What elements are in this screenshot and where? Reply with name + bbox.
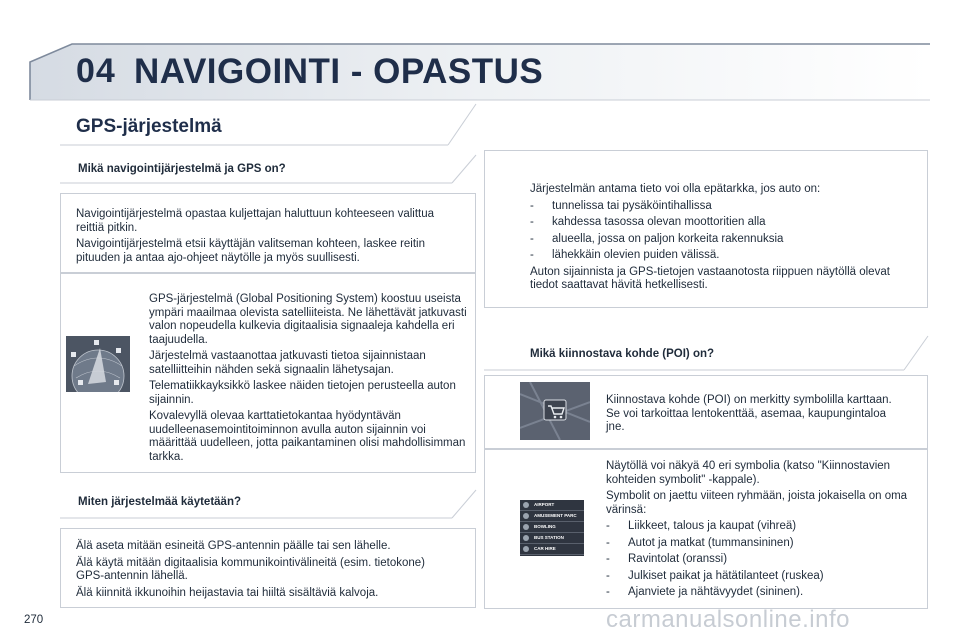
page-number: 270 xyxy=(24,614,44,626)
poi-list-entry xyxy=(520,522,584,533)
poi-symbol-icon xyxy=(523,502,529,508)
symbols-text xyxy=(606,460,916,603)
poi-list-label: BOWLING xyxy=(534,524,556,529)
poi-text: Kiinnostava kohde (POI) on merkitty symbolilla karttaan. Se voi tarkoittaa lentokenttää, asemaa, kaupungintaloa jne. xyxy=(606,394,892,433)
accuracy-text xyxy=(530,183,910,296)
poi-list-image xyxy=(520,500,584,556)
accuracy-item: - lähekkäin olevien puiden välissä. xyxy=(530,249,910,263)
gps-paragraph: Järjestelmä vastaanottaa jatkuvasti tietoa sijainnistaan satelliitteihin nähden sekä signaalin lähetysajan. xyxy=(149,350,426,376)
gps-paragraph: GPS-järjestelmä (Global Positioning System) koostuu useista ympäri maailmaa olevista satelliiteista. Ne lähettävät jatkuvasti valon nopeudella kulkevia digitaalisia signaaleja kahdella eri taajuudella. xyxy=(149,293,467,346)
symbol-group-item: - Autot ja matkat (tummansininen) xyxy=(606,537,916,551)
symbol-group-item: - Liikkeet, talous ja kaupat (vihreä) xyxy=(606,520,916,534)
question-what-is-poi: Mikä kiinnostava kohde (POI) on? xyxy=(530,348,715,360)
usage-paragraph: Älä aseta mitään esineitä GPS-antennin päälle tai sen lähelle. xyxy=(76,540,391,552)
usage-paragraph: Älä kiinnitä ikkunoihin heijastavia tai hiiltä sisältäviä kalvoja. xyxy=(76,586,379,599)
symbol-group-item: - Julkiset paikat ja hätätilanteet (ruskea) xyxy=(606,570,916,584)
intro-text xyxy=(76,208,456,268)
accuracy-intro: Järjestelmän antama tieto voi olla epätarkka, jos auto on: xyxy=(530,183,821,195)
intro-paragraph: Navigointijärjestelmä etsii käyttäjän valitseman kohteen, laskee reitin pituuden ja antaa ajo-ohjeet näytölle ja myös suullisesti. xyxy=(76,238,426,264)
intro-paragraph: Navigointijärjestelmä opastaa kuljettajan haluttuun kohteeseen valittua reittiä pitkin. xyxy=(76,208,435,234)
poi-list-label: BUS STATION xyxy=(534,535,564,540)
poi-symbol-icon xyxy=(523,546,529,552)
usage-paragraph: Älä käytä mitään digitaalisia kommunikointivälineitä (esim. tietokone) GPS-antennin lähellä. xyxy=(76,556,425,582)
section-title: GPS-järjestelmä xyxy=(76,116,222,137)
gps-text xyxy=(149,293,467,467)
poi-list-entry xyxy=(520,544,584,555)
gps-paragraph: Kovalevyllä olevaa karttatietokantaa hyödyntävän uudelleenasemointitoiminnon avulla auton sijainnin voi määrittää uudelleen, jotta paikantaminen olisi mahdollisimman tarkka. xyxy=(149,410,466,463)
usage-text xyxy=(76,540,456,603)
accuracy-item: - kahdessa tasossa olevan moottoritien alla xyxy=(530,216,910,230)
accuracy-outro: Auton sijainnista ja GPS-tietojen vastaanotosta riippuen näytöllä olevat tiedot saattavat hävitä hetkellisesti. xyxy=(530,265,890,291)
symbols-paragraph: Symbolit on jaettu viiteen ryhmään, joista jokaisella on oma värinsä: xyxy=(606,490,908,516)
gps-paragraph: Telematiikkayksikkö laskee näiden tietojen perusteella auton sijainnin. xyxy=(149,380,456,406)
question-what-is-gps: Mikä navigointijärjestelmä ja GPS on? xyxy=(78,163,286,175)
poi-list-label: CAR HIRE xyxy=(534,546,556,551)
watermark: carmanualsonline.info xyxy=(606,606,850,633)
symbol-group-item: - Ravintolat (oranssi) xyxy=(606,553,916,567)
accuracy-item: - alueella, jossa on paljon korkeita rakennuksia xyxy=(530,233,910,247)
poi-map-image xyxy=(520,382,590,440)
symbol-group-item: - Ajanviete ja nähtävyydet (sininen). xyxy=(606,586,916,600)
accuracy-item: - tunnelissa tai pysäköintihallissa xyxy=(530,200,910,214)
poi-symbol-icon xyxy=(523,524,529,530)
poi-list-label: AIRPORT xyxy=(534,502,555,507)
poi-list-entry xyxy=(520,533,584,544)
poi-list-entry xyxy=(520,500,584,511)
poi-list-entry xyxy=(520,511,584,522)
poi-list-label: AMUSEMENT PARC xyxy=(534,513,577,518)
symbols-paragraph: Näytöllä voi näkyä 40 eri symbolia (katso "Kiinnostavien kohteiden symbolit" -kappale). xyxy=(606,460,891,486)
question-how-to-use: Miten järjestelmää käytetään? xyxy=(78,496,241,508)
poi-symbol-icon xyxy=(523,513,529,519)
poi-symbol-icon xyxy=(523,535,529,541)
page-title: NAVIGOINTI - OPASTUS xyxy=(134,52,544,91)
chapter-number: 04 xyxy=(76,52,116,90)
satellite-globe-image xyxy=(66,336,130,392)
